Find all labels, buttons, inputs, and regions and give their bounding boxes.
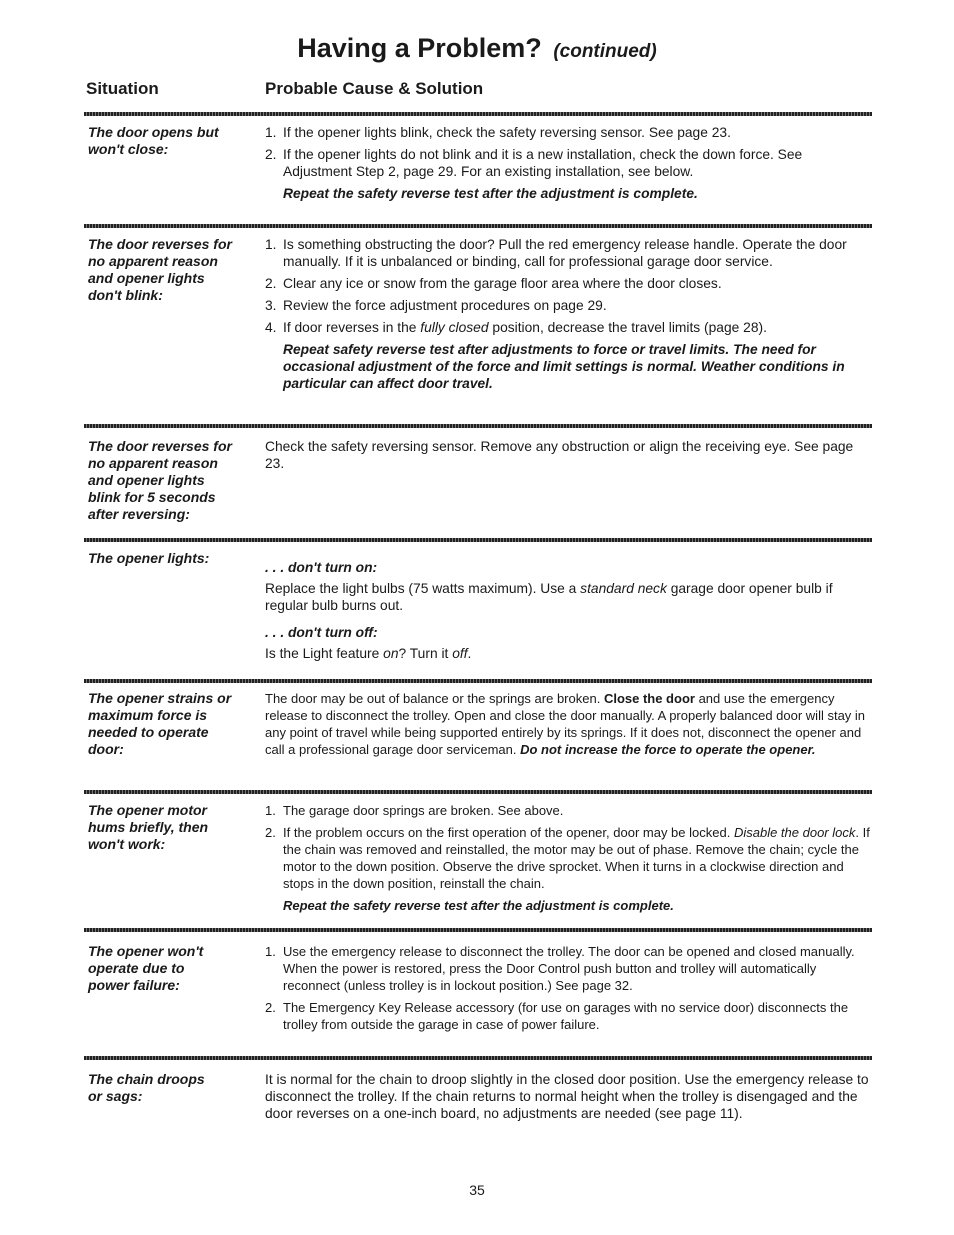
- item-text: If the opener lights do not blink and it is a new installation, check the down force. See Adjustment Step 2, page 29. For an existing installation, see below.: [283, 147, 803, 179]
- divider: [84, 679, 872, 683]
- situation-line: door:: [88, 741, 124, 757]
- solution-paragraph: It is normal for the chain to droop slightly in the closed door position. Use the emergency release to disconnect the trolley. If the chain returns to normal height when the trolley is disengaged and the door reverses on a one-inch board, no adjustments are needed (see page 11).: [265, 1072, 869, 1121]
- situation-line: blink for 5 seconds: [88, 489, 216, 505]
- text-span: and use the emergency release to disconnect the trolley. Open and close the door manually. A properly balanced door will stay in any point of travel while being supported entirely by its springs. If it does not, disconnect the opener and call a professional garage door serviceman.: [265, 691, 866, 757]
- solution-text: [265, 550, 872, 668]
- item-number: 2.: [265, 276, 277, 291]
- item-number: 1.: [265, 237, 277, 252]
- situation-line: power failure:: [88, 977, 180, 993]
- solution-header: Probable Cause & Solution: [265, 79, 484, 98]
- text-span: Is the Light feature: [265, 646, 380, 661]
- situation-line: won't close:: [88, 141, 169, 157]
- situation-line: The door reverses for: [88, 438, 232, 454]
- solution-text: [265, 690, 872, 758]
- situation-line: operate due to: [88, 960, 185, 976]
- situation-line: The opener motor: [88, 802, 208, 818]
- situation-line: don't blink:: [88, 287, 163, 303]
- situation-text: [88, 438, 248, 523]
- situation-line: maximum force is: [88, 707, 208, 723]
- item-text: Is something obstructing the door? Pull the red emergency release handle. Operate the door manually. If it is unbalanced or binding, call for professional garage door service.: [283, 237, 847, 269]
- situation-text: [88, 943, 248, 994]
- list-item: [265, 802, 872, 819]
- situation-line: after reversing:: [88, 506, 190, 522]
- list-item: [265, 236, 872, 270]
- text-span: position, decrease the travel limits (page 28).: [492, 320, 767, 335]
- page-title: [0, 30, 954, 70]
- item-text: [283, 319, 872, 336]
- solution-text: [265, 124, 872, 202]
- situation-header: Situation: [86, 79, 159, 98]
- italic-span: fully closed: [420, 320, 489, 335]
- solution-paragraph: [265, 580, 872, 614]
- text-span: .: [467, 646, 472, 661]
- italic-span: standard neck: [580, 581, 667, 596]
- subheading: . . . don't turn off:: [265, 625, 378, 640]
- divider: [84, 424, 872, 428]
- text-span: If the problem occurs on the first operation of the opener, door may be locked.: [283, 825, 731, 840]
- italic-span: off: [452, 646, 468, 661]
- situation-line: The opener won't: [88, 943, 204, 959]
- list-item: [265, 319, 872, 336]
- solution-text: [265, 943, 872, 1038]
- situation-line: needed to operate: [88, 724, 209, 740]
- list-item: [265, 824, 872, 892]
- title-continued: (continued): [553, 41, 657, 62]
- situation-text: [88, 124, 248, 158]
- item-text: Use the emergency release to disconnect the trolley. The door can be opened and closed manually. When the power is restored, press the Door Control push button and trolley will automatically reconnect (unless trolley is in lockout position.) See page 32.: [283, 944, 855, 993]
- situation-line: The door reverses for: [88, 236, 232, 252]
- divider: [84, 112, 872, 116]
- divider: [84, 790, 872, 794]
- situation-line: won't work:: [88, 836, 166, 852]
- item-text: [283, 824, 872, 892]
- item-number: 2.: [265, 1000, 276, 1015]
- text-span: ? Turn it: [398, 646, 449, 661]
- divider: [84, 224, 872, 228]
- situation-line: and opener lights: [88, 270, 205, 286]
- solution-paragraph: [265, 645, 872, 662]
- situation-line: and opener lights: [88, 472, 205, 488]
- item-text: Review the force adjustment procedures on page 29.: [283, 298, 607, 313]
- item-number: 2.: [265, 147, 277, 162]
- list-item: [265, 275, 872, 292]
- safety-note: Repeat safety reverse test after adjustments to force or travel limits. The need for occasional adjustment of the force and limit settings is normal. Weather conditions in particular can affect door travel.: [283, 342, 845, 391]
- text-span: If door reverses in the: [283, 320, 417, 335]
- italic-span: on: [383, 646, 399, 661]
- situation-text: [88, 1071, 248, 1105]
- item-number: 3.: [265, 298, 277, 313]
- item-text: Clear any ice or snow from the garage floor area where the door closes.: [283, 276, 722, 291]
- solution-paragraph: Check the safety reversing sensor. Remove any obstruction or align the receiving eye. See page 23.: [265, 439, 854, 471]
- text-span: Replace the light bulbs (75 watts maximum). Use a: [265, 581, 577, 596]
- page-number: 35: [469, 1182, 485, 1198]
- title-main: Having a Problem?: [297, 33, 542, 63]
- situation-line: The door opens but: [88, 124, 219, 140]
- item-number: 1.: [265, 125, 277, 140]
- item-text: The garage door springs are broken. See above.: [283, 803, 564, 818]
- list-item: [265, 297, 872, 314]
- solution-text: [265, 438, 872, 472]
- situation-line: The opener strains or: [88, 690, 232, 706]
- situation-text: [88, 802, 248, 853]
- safety-note: Repeat the safety reverse test after the adjustment is complete.: [283, 898, 674, 913]
- solution-text: [265, 236, 872, 392]
- situation-text: [88, 690, 248, 758]
- item-number: 4.: [265, 320, 277, 335]
- situation-line: hums briefly, then: [88, 819, 209, 835]
- subheading: . . . don't turn on:: [265, 560, 378, 575]
- situation-line: or sags:: [88, 1088, 143, 1104]
- divider: [84, 928, 872, 932]
- situation-line: The opener lights:: [88, 550, 210, 566]
- divider: [84, 538, 872, 542]
- solution-text: [265, 1071, 872, 1122]
- item-text: If the opener lights blink, check the safety reversing sensor. See page 23.: [283, 125, 731, 140]
- situation-text: [88, 550, 248, 567]
- warning-span: Do not increase the force to operate the opener.: [520, 742, 816, 757]
- bold-span: Close the door: [603, 691, 695, 706]
- list-item: [265, 943, 872, 994]
- item-number: 1.: [265, 944, 276, 959]
- situation-line: The chain droops: [88, 1071, 205, 1087]
- item-number: 2.: [265, 825, 276, 840]
- solution-paragraph: [265, 690, 872, 758]
- text-span: garage door opener bulb if regular bulb burns out.: [265, 581, 833, 613]
- divider: [84, 1056, 872, 1060]
- list-item: [265, 124, 872, 141]
- list-item: [265, 146, 872, 180]
- situation-text: [88, 236, 248, 304]
- item-text: The Emergency Key Release accessory (for use on garages with no service door) disconnects the trolley from outside the garage in case of power failure.: [283, 1000, 849, 1032]
- text-span: . If the chain was removed and reinstalled, the motor may be out of phase. Remove the chain; cycle the motor to the down position. Observe the drive sprocket. When it turns in a clockwise direction and stops in the down position, reinstall the chain.: [283, 825, 870, 891]
- safety-note: Repeat the safety reverse test after the adjustment is complete.: [283, 186, 698, 201]
- italic-span: Disable the door lock: [733, 825, 856, 840]
- situation-line: no apparent reason: [88, 253, 218, 269]
- situation-line: no apparent reason: [88, 455, 218, 471]
- list-item: [265, 999, 872, 1033]
- solution-text: [265, 802, 872, 914]
- item-number: 1.: [265, 803, 276, 818]
- text-span: The door may be out of balance or the springs are broken.: [265, 691, 601, 706]
